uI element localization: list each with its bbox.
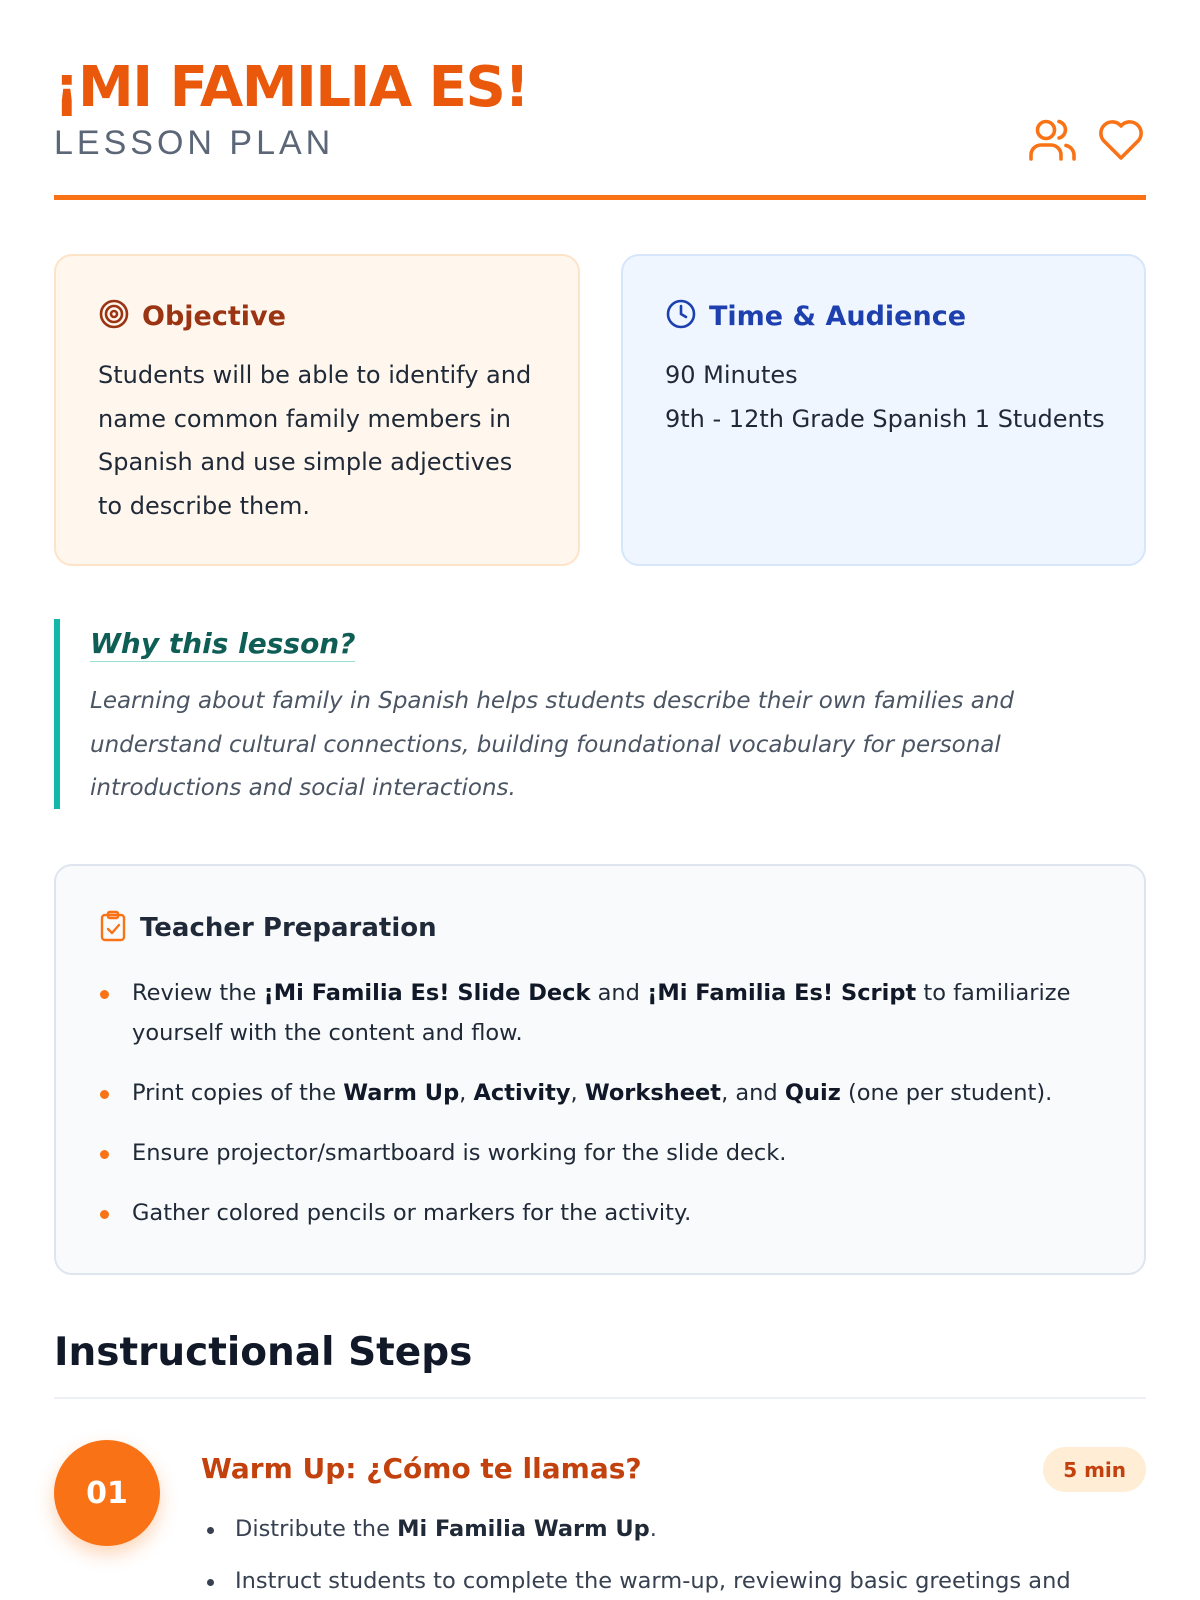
users-icon bbox=[1028, 116, 1078, 162]
step-title: Warm Up: ¿Cómo te llamas? bbox=[201, 1452, 642, 1485]
audience-text: 9th - 12th Grade Spanish 1 Students bbox=[665, 404, 1105, 433]
lesson-plan-page bbox=[54, 0, 1146, 1600]
objective-card bbox=[54, 254, 580, 566]
step-duration-badge: 5 min bbox=[1043, 1447, 1146, 1492]
why-section bbox=[54, 619, 1146, 809]
time-audience-header bbox=[665, 298, 966, 334]
prep-item-review: Review the ¡Mi Familia Es! Slide Deck and ¡Mi Familia Es! Script to familiarize yourself with the content and flow. bbox=[98, 973, 1108, 1053]
steps-divider bbox=[54, 1397, 1146, 1399]
page-subtitle: LESSON PLAN bbox=[54, 124, 335, 162]
step-bullet-instruct: Instruct students to complete the warm-up, reviewing basic greetings and bbox=[201, 1562, 1126, 1600]
why-title: Why this lesson? bbox=[90, 627, 356, 660]
prep-item-materials: Gather colored pencils or markers for the activity. bbox=[98, 1193, 1108, 1233]
duration-text: 90 Minutes bbox=[665, 361, 798, 389]
header bbox=[54, 52, 1146, 202]
time-audience-body bbox=[665, 354, 1108, 441]
objective-title: Objective bbox=[142, 300, 286, 332]
target-icon bbox=[98, 298, 130, 334]
prep-item-print: Print copies of the Warm Up, Activity, Worksheet, and Quiz (one per student). bbox=[98, 1073, 1108, 1113]
heart-icon bbox=[1096, 116, 1146, 162]
clock-icon bbox=[665, 298, 697, 334]
header-icons bbox=[1028, 116, 1146, 162]
step-number: 01 bbox=[54, 1440, 160, 1546]
prep-item-projector: Ensure projector/smartboard is working for the slide deck. bbox=[98, 1133, 1108, 1173]
clipboard-check-icon bbox=[98, 910, 128, 946]
step-bullet-distribute: Distribute the Mi Familia Warm Up. bbox=[201, 1510, 1126, 1548]
teacher-prep-card bbox=[54, 864, 1146, 1275]
step-warm-up bbox=[54, 1440, 1146, 1600]
teacher-prep-header bbox=[98, 910, 437, 946]
objective-text: Students will be able to identify and name common family members in Spanish and use simple adjectives to describe them. bbox=[98, 361, 532, 520]
objective-header bbox=[98, 298, 286, 334]
time-audience-card bbox=[621, 254, 1146, 566]
page-title: ¡MI FAMILIA ES! bbox=[54, 55, 529, 120]
header-divider bbox=[54, 195, 1146, 200]
why-text: Learning about family in Spanish helps students describe their own families and understand cultural connections, building foundational vocabulary for personal introductions and social interactions. bbox=[90, 688, 1015, 801]
time-audience-title: Time & Audience bbox=[709, 300, 967, 332]
step-bullets bbox=[201, 1510, 1126, 1600]
teacher-prep-title: Teacher Preparation bbox=[140, 913, 437, 943]
teacher-prep-list bbox=[98, 973, 1108, 1253]
instructional-steps-heading: Instructional Steps bbox=[54, 1330, 473, 1375]
